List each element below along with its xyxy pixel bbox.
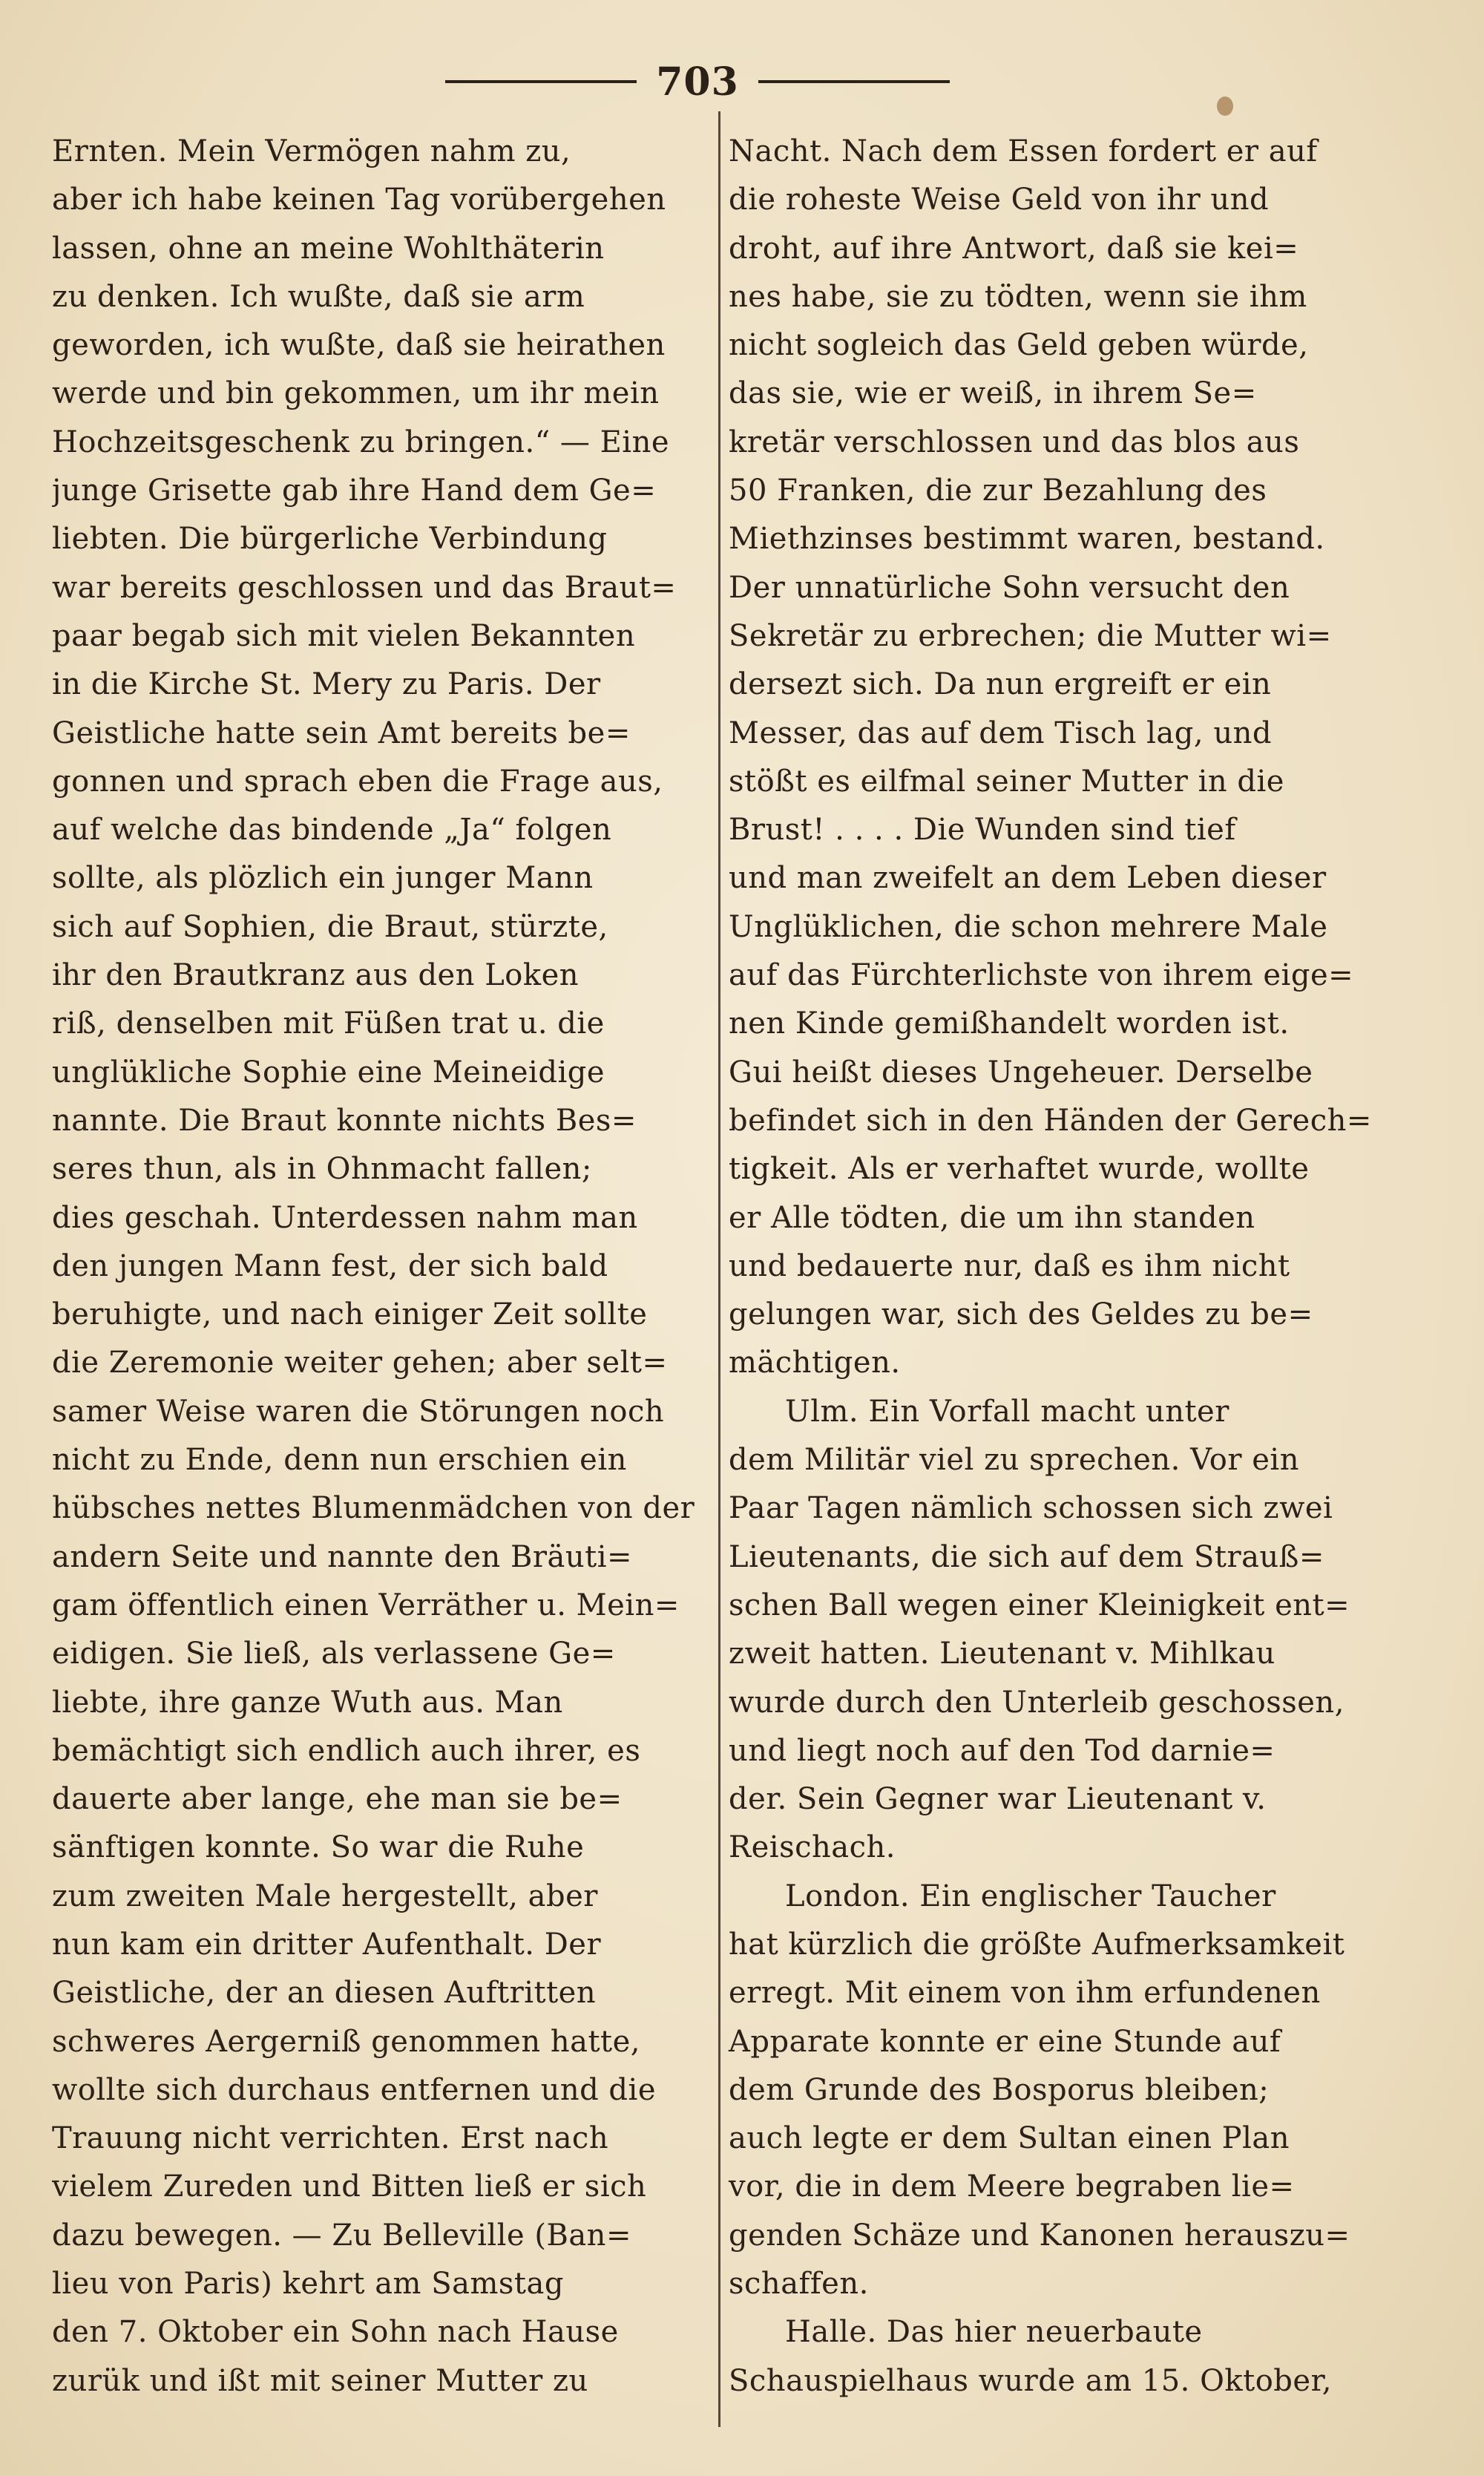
text-line: liebte, ihre ganze Wuth aus. Man — [52, 1685, 563, 1720]
text-line: gam öffentlich einen Verräther u. Mein= — [52, 1588, 680, 1622]
text-line: sänftigen konnte. So war die Ruhe — [52, 1830, 585, 1865]
text-line: den jungen Mann fest, der sich bald — [52, 1248, 608, 1283]
text-line: schen Ball wegen einer Kleinigkeit ent= — [729, 1588, 1350, 1622]
text-line: und man zweifelt an dem Leben dieser — [729, 861, 1327, 896]
text-line: Unglüklichen, die schon mehrere Male — [729, 909, 1328, 944]
text-line: zweit hatten. Lieutenant v. Mihlkau — [729, 1637, 1275, 1671]
text-line: dersezt sich. Da nun ergreift er ein — [729, 667, 1272, 702]
text-line: Nacht. Nach dem Essen fordert er auf — [729, 134, 1318, 168]
page-number: 703 — [656, 59, 739, 105]
text-line: in die Kirche St. Mery zu Paris. Der — [52, 667, 601, 702]
text-line: Der unnatürliche Sohn versucht den — [729, 570, 1290, 605]
text-line: Trauung nicht verrichten. Erst nach — [52, 2121, 609, 2156]
text-line: dazu bewegen. — Zu Belleville (Ban= — [52, 2218, 631, 2253]
text-line: hat kürzlich die größte Aufmerksamkeit — [729, 1927, 1345, 1962]
text-line: nicht zu Ende, denn nun erschien ein — [52, 1443, 627, 1478]
left-column — [52, 128, 720, 2405]
text-line: Lieutenants, die sich auf dem Strauß= — [729, 1539, 1324, 1574]
text-line: nes habe, sie zu tödten, wenn sie ihm — [729, 279, 1307, 314]
text-line: wurde durch den Unterleib geschossen, — [729, 1685, 1345, 1720]
text-line: Geistliche, der an diesen Auftritten — [52, 1976, 597, 2011]
text-line: vielem Zureden und Bitten ließ er sich — [52, 2169, 647, 2204]
text-line: das sie, wie er weiß, in ihrem Se= — [729, 376, 1257, 411]
text-line: gonnen und sprach eben die Frage aus, — [52, 764, 663, 799]
text-line: paar begab sich mit vielen Bekannten — [52, 618, 636, 653]
text-line: nannte. Die Braut konnte nichts Bes= — [52, 1103, 637, 1138]
text-line: auch legte er dem Sultan einen Plan — [729, 2121, 1290, 2156]
text-line: bemächtigt sich endlich auch ihrer, es — [52, 1733, 641, 1768]
ink-stain — [1217, 96, 1233, 116]
text-line: dem Grunde des Bosporus bleiben; — [729, 2072, 1270, 2107]
text-line: der. Sein Gegner war Lieutenant v. — [729, 1782, 1267, 1817]
text-line: nicht sogleich das Geld geben würde, — [729, 328, 1309, 363]
text-line: den 7. Oktober ein Sohn nach Hause — [52, 2315, 619, 2350]
text-line: nen Kinde gemißhandelt worden ist. — [729, 1006, 1290, 1041]
text-line: stößt es eilfmal seiner Mutter in die — [729, 764, 1284, 799]
text-line: schaffen. — [729, 2267, 869, 2302]
text-line: droht, auf ihre Antwort, daß sie kei= — [729, 231, 1299, 266]
text-line: auf das Fürchterlichste von ihrem eige= — [729, 958, 1354, 993]
text-line: werde und bin gekommen, um ihr mein — [52, 376, 660, 411]
text-line: und liegt noch auf den Tod darnie= — [729, 1733, 1275, 1768]
text-line: dies geschah. Unterdessen nahm man — [52, 1200, 638, 1235]
text-line: eidigen. Sie ließ, als verlassene Ge= — [52, 1637, 616, 1671]
text-line: Sekretär zu erbrechen; die Mutter wi= — [729, 618, 1332, 653]
text-line: und bedauerte nur, daß es ihm nicht — [729, 1248, 1290, 1283]
text-line: unglükliche Sophie eine Meineidige — [52, 1055, 605, 1090]
text-line: hübsches nettes Blumenmädchen von der — [52, 1491, 695, 1526]
text-line: auf welche das bindende „Ja“ folgen — [52, 813, 612, 848]
header-rule-right — [758, 80, 950, 83]
text-line: Gui heißt dieses Ungeheuer. Derselbe — [729, 1055, 1313, 1090]
text-line: Apparate konnte er eine Stunde auf — [729, 2024, 1281, 2059]
text-line: sich auf Sophien, die Braut, stürzte, — [52, 909, 608, 944]
text-line: lassen, ohne an meine Wohlthäterin — [52, 231, 605, 266]
text-line: Geistliche hatte sein Amt bereits be= — [52, 715, 631, 750]
text-line: war bereits geschlossen und das Braut= — [52, 570, 677, 605]
text-line: aber ich habe keinen Tag vorübergehen — [52, 183, 666, 217]
text-line: Ernten. Mein Vermögen nahm zu, — [52, 134, 571, 168]
text-line: beruhigte, und nach einiger Zeit sollte — [52, 1297, 648, 1332]
text-line: wollte sich durchaus entfernen und die — [52, 2072, 656, 2107]
text-line: Ulm. Ein Vorfall macht unter — [785, 1394, 1229, 1429]
text-line: vor, die in dem Meere begraben lie= — [729, 2169, 1295, 2204]
text-line: ihr den Brautkranz aus den Loken — [52, 958, 580, 993]
text-line: liebten. Die bürgerliche Verbindung — [52, 522, 608, 557]
text-line: Reischach. — [729, 1830, 896, 1865]
text-line: Halle. Das hier neuerbaute — [785, 2315, 1203, 2350]
text-line: sollte, als plözlich ein junger Mann — [52, 861, 594, 896]
text-line: er Alle tödten, die um ihn standen — [729, 1200, 1255, 1235]
text-line: dem Militär viel zu sprechen. Vor ein — [729, 1443, 1299, 1478]
text-line: lieu von Paris) kehrt am Samstag — [52, 2267, 564, 2302]
text-line: Schauspielhaus wurde am 15. Oktober, — [729, 2363, 1333, 2398]
text-line: samer Weise waren die Störungen noch — [52, 1394, 665, 1429]
text-line: Hochzeitsgeschenk zu bringen.“ — Eine — [52, 425, 670, 459]
text-line: gelungen war, sich des Geldes zu be= — [729, 1297, 1313, 1332]
text-line: riß, denselben mit Füßen trat u. die — [52, 1006, 605, 1041]
text-line: Brust! . . . . Die Wunden sind tief — [729, 813, 1236, 848]
text-line: 50 Franken, die zur Bezahlung des — [729, 474, 1267, 508]
text-line: zurük und ißt mit seiner Mutter zu — [52, 2363, 588, 2398]
page-header — [445, 52, 950, 111]
text-line: tigkeit. Als er verhaftet wurde, wollte — [729, 1152, 1310, 1187]
text-line: genden Schäze und Kanonen herauszu= — [729, 2218, 1350, 2253]
text-line: zum zweiten Male hergestellt, aber — [52, 1879, 598, 1913]
text-line: Paar Tagen nämlich schossen sich zwei — [729, 1491, 1333, 1526]
right-column — [718, 128, 1386, 2405]
text-line: London. Ein englischer Taucher — [785, 1879, 1276, 1913]
text-line: Miethzinses bestimmt waren, bestand. — [729, 522, 1325, 557]
text-line: kretär verschlossen und das blos aus — [729, 425, 1300, 459]
text-line: zu denken. Ich wußte, daß sie arm — [52, 279, 585, 314]
text-line: die roheste Weise Geld von ihr und — [729, 183, 1270, 217]
text-line: seres thun, als in Ohnmacht fallen; — [52, 1152, 592, 1187]
text-line: junge Grisette gab ihre Hand dem Ge= — [52, 474, 657, 508]
text-line: dauerte aber lange, ehe man sie be= — [52, 1782, 623, 1817]
text-line: geworden, ich wußte, daß sie heirathen — [52, 328, 666, 363]
text-line: befindet sich in den Händen der Gerech= — [729, 1103, 1372, 1138]
text-line: schweres Aergerniß genommen hatte, — [52, 2024, 640, 2059]
text-line: die Zeremonie weiter gehen; aber selt= — [52, 1346, 668, 1381]
text-line: erregt. Mit einem von ihm erfundenen — [729, 1976, 1321, 2011]
text-line: nun kam ein dritter Aufenthalt. Der — [52, 1927, 602, 1962]
text-line: andern Seite und nannte den Bräuti= — [52, 1539, 633, 1574]
header-rule-left — [445, 80, 637, 83]
text-line: mächtigen. — [729, 1346, 901, 1381]
text-line: Messer, das auf dem Tisch lag, und — [729, 715, 1272, 750]
